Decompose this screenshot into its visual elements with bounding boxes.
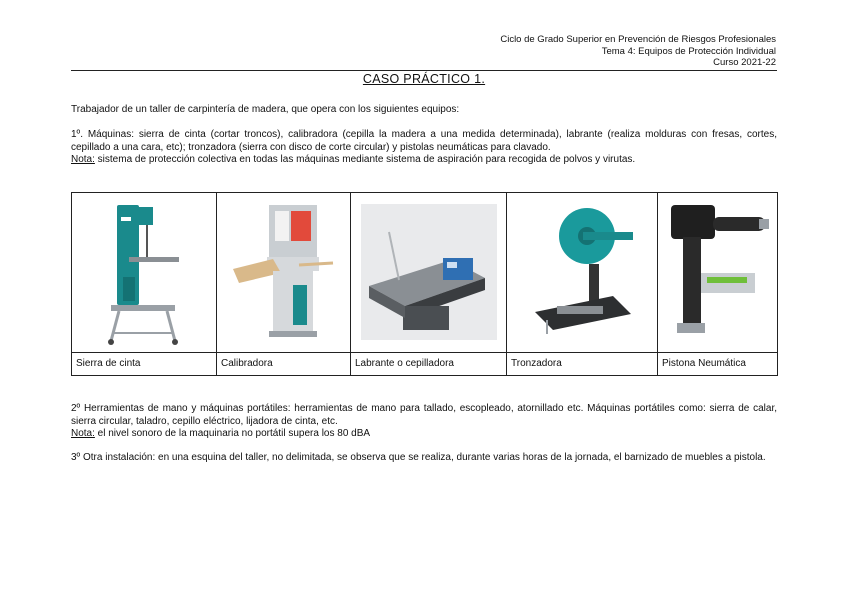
machine-image-cell <box>217 193 351 353</box>
machine-image-cell <box>507 193 658 353</box>
pneumatic-nailer-icon <box>663 197 773 347</box>
jointer-planer-icon <box>359 202 499 342</box>
section-2-note-text: el nivel sonoro de la maquinaria no portátil supera los 80 dBA <box>94 428 371 439</box>
machine-caption: Sierra de cinta <box>72 352 217 375</box>
section-3: 3º Otra instalación: en una esquina del taller, no delimitada, se observa que se realiza, durante varias horas de la jornada, el barnizado de muebles a pistola. <box>71 452 766 463</box>
section-2-note-label: Nota: <box>71 428 95 439</box>
document-header <box>500 34 776 69</box>
section-1-note-text: sistema de protección colectiva en todas las máquinas mediante sistema de aspiración para recogida de polvos y virutas. <box>94 154 636 165</box>
machine-caption: Labrante o cepilladora <box>351 352 507 375</box>
section-1 <box>71 129 777 167</box>
page-title: CASO PRÁCTICO 1. <box>362 72 486 86</box>
machine-caption: Pistona Neumática <box>658 352 778 375</box>
section-1-note-label: Nota: <box>71 154 95 165</box>
section-2-text: 2º Herramientas de mano y máquinas portátiles: herramientas de mano para tallado, escopleado, atornillado etc. Máquinas portátiles como: sierra de calar, sierra circular, taladro, cepillo eléctrico, lijadora de cinta, etc. <box>71 403 777 427</box>
machine-image-cell <box>72 193 217 353</box>
header-rule <box>71 70 777 71</box>
thickness-planer-icon <box>229 197 339 347</box>
machine-caption: Tronzadora <box>507 352 658 375</box>
header-year: Curso 2021-22 <box>713 57 776 68</box>
machine-image-cell <box>351 193 507 353</box>
cut-off-saw-icon <box>527 202 637 342</box>
header-course: Ciclo de Grado Superior en Prevención de Riesgos Profesionales <box>500 34 776 45</box>
intro-paragraph: Trabajador de un taller de carpintería de madera, que opera con los siguientes equipos: <box>71 104 460 115</box>
machine-caption: Calibradora <box>217 352 351 375</box>
section-2 <box>71 403 777 441</box>
machines-table <box>71 192 778 376</box>
machine-image-cell <box>658 193 778 353</box>
header-topic: Tema 4: Equipos de Protección Individual <box>601 45 776 57</box>
section-1-text: 1º. Máquinas: sierra de cinta (cortar troncos), calibradora (cepilla la madera a una medida determinada), labrante (realiza molduras con fresas, cortes, cepillado a una cara, etc); tronzadora (sierra con disco de corte circular) y pistolas neumáticas para clavado. <box>71 129 777 153</box>
band-saw-icon <box>99 197 189 347</box>
